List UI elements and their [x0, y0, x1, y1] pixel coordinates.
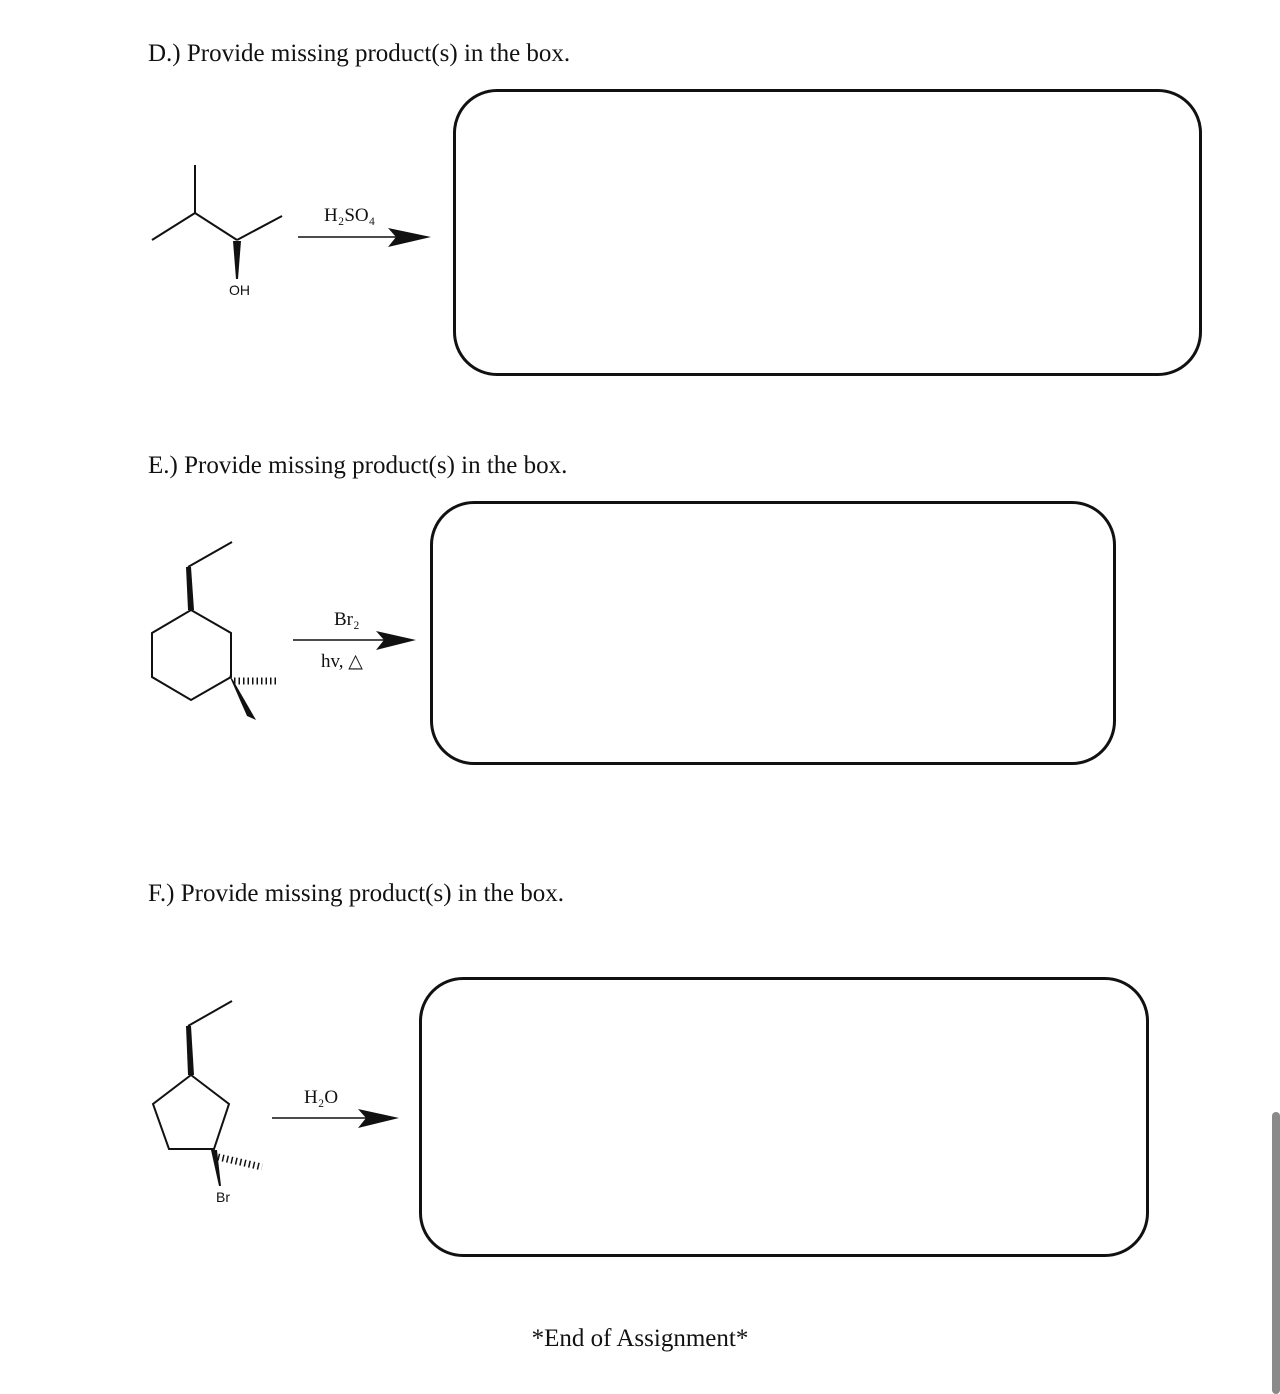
hydroxyl-label: OH: [229, 282, 250, 298]
question-f-prompt: F.) Provide missing product(s) in the box.: [148, 880, 565, 907]
wedge-bond-ethyl-f: [186, 1026, 194, 1075]
reagent-e-below: hv, △: [321, 651, 363, 672]
answer-box-f[interactable]: [419, 977, 1149, 1257]
cyclopentane-ring: [153, 1075, 229, 1149]
hash-bond-f: [218, 1157, 262, 1167]
end-of-assignment: *End of Assignment*: [531, 1325, 749, 1352]
scrollbar-thumb[interactable]: [1272, 1112, 1280, 1394]
reaction-arrow-f: [272, 1109, 399, 1128]
reagent-d-above: H₂SO₄: [324, 205, 376, 226]
question-d-prompt: D.) Provide missing product(s) in the box.: [148, 40, 571, 67]
reagent-f-above: H₂O: [304, 1087, 339, 1108]
reagent-e-above: Br₂: [334, 609, 360, 630]
bromine-label: Br: [216, 1189, 230, 1205]
question-e-prompt: E.) Provide missing product(s) in the box.: [148, 452, 568, 479]
